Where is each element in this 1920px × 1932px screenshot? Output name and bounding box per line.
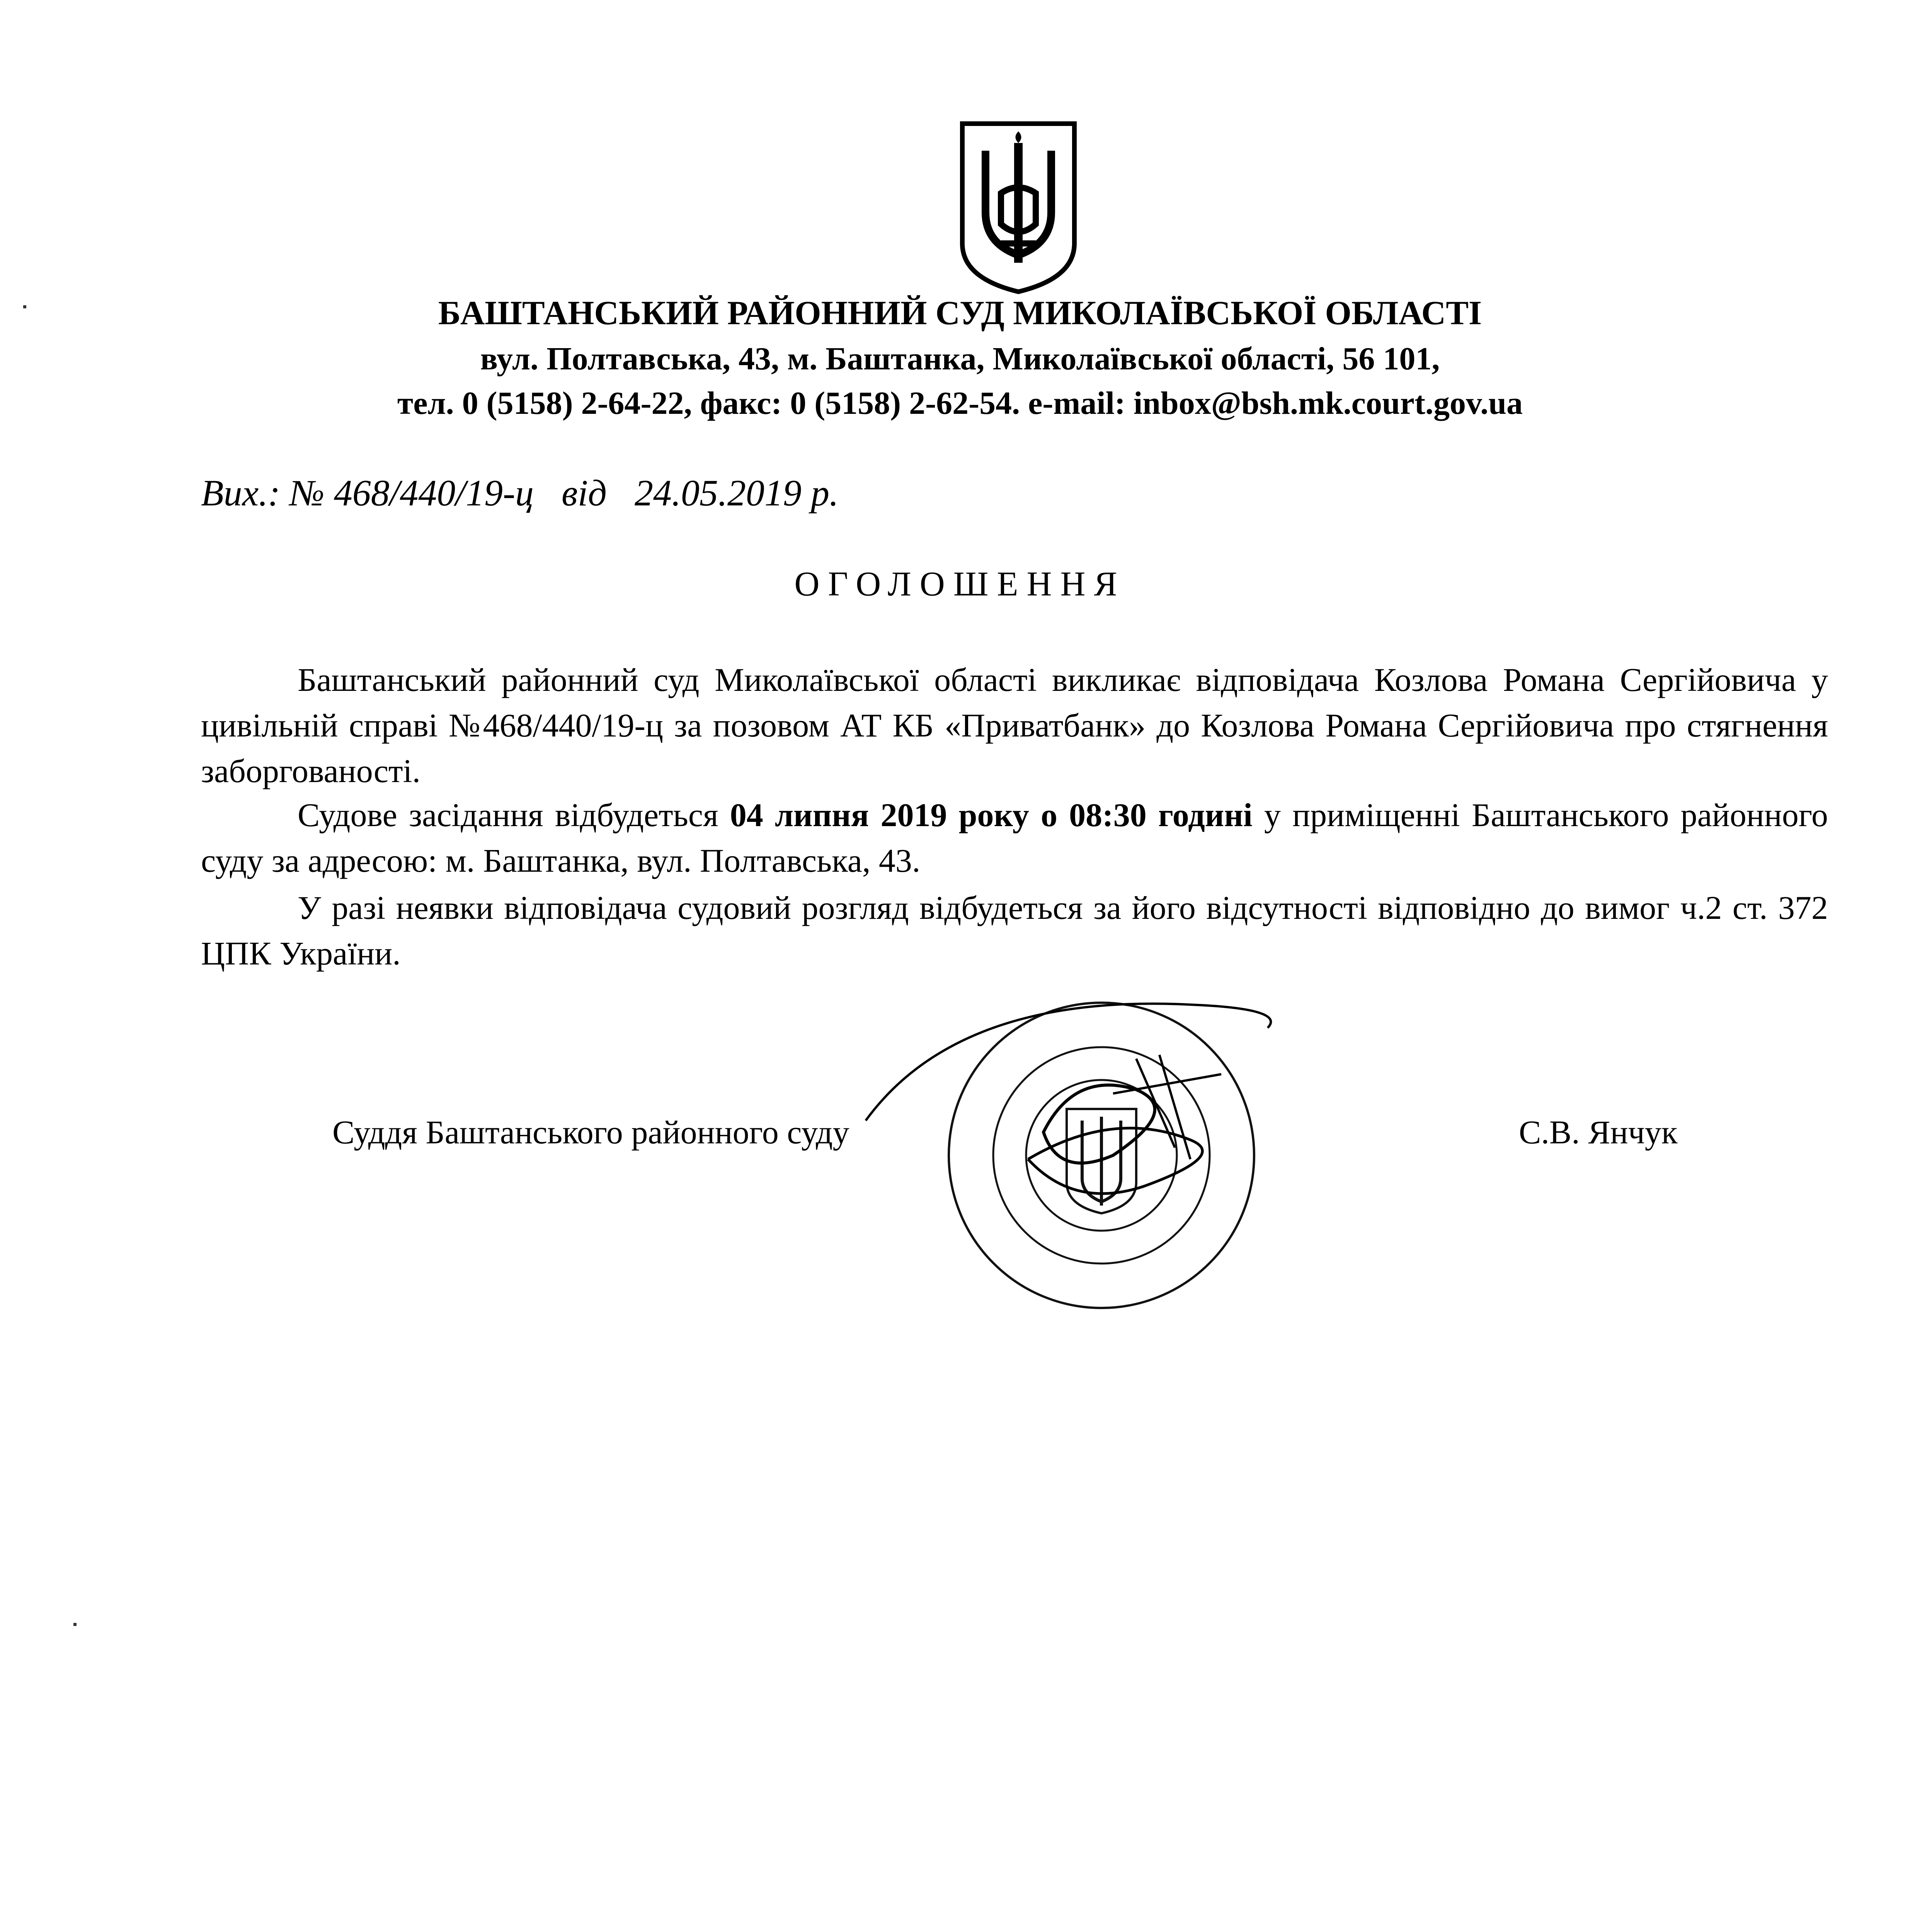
paragraph-absence: У разі неявки відповідача судовий розгляд відбудеться за його відсутності відповідно до вимог ч.2 ст. 372 ЦПК України. <box>201 889 1828 972</box>
court-contacts: тел. 0 (5158) 2-64-22, факс: 0 (5158) 2-62-54. e-mail: inbox@bsh.mk.court.gov.ua <box>397 385 1523 421</box>
outgoing-reference: Вих.: № 468/440/19-ц від 24.05.2019 р. <box>201 472 839 514</box>
judge-signature <box>843 993 1306 1341</box>
paragraph-summons: Баштанський районний суд Миколаївської області викликає відповідача Козлова Романа Сергійовича у цивільній справі №468/440/19-ц за позовом АТ КБ «Приватбанк» до Козлова Романа Сергійовича про стягнення заборгованості. <box>201 661 1828 789</box>
scan-speck <box>73 1623 77 1626</box>
court-name: БАШТАНСЬКИЙ РАЙОННИЙ СУД МИКОЛАЇВСЬКОЇ ОБЛАСТІ <box>438 294 1482 332</box>
judge-position: Суддя Баштанського районного суду <box>332 1114 849 1151</box>
ukraine-emblem-icon <box>955 116 1082 298</box>
hearing-datetime: 04 липня 2019 року о 08:30 годині <box>730 796 1253 833</box>
paragraph-hearing: Судове засідання відбудеться 04 липня 2019 року о 08:30 годині у приміщенні Баштанського районного суду за адресою: м. Баштанка, вул. Полтавська, 43. <box>201 796 1828 879</box>
judge-name: С.В. Янчук <box>1519 1114 1678 1151</box>
document-title: ОГОЛОШЕННЯ <box>794 565 1126 603</box>
court-address: вул. Полтавська, 43, м. Баштанка, Миколаївської області, 56 101, <box>480 341 1440 377</box>
